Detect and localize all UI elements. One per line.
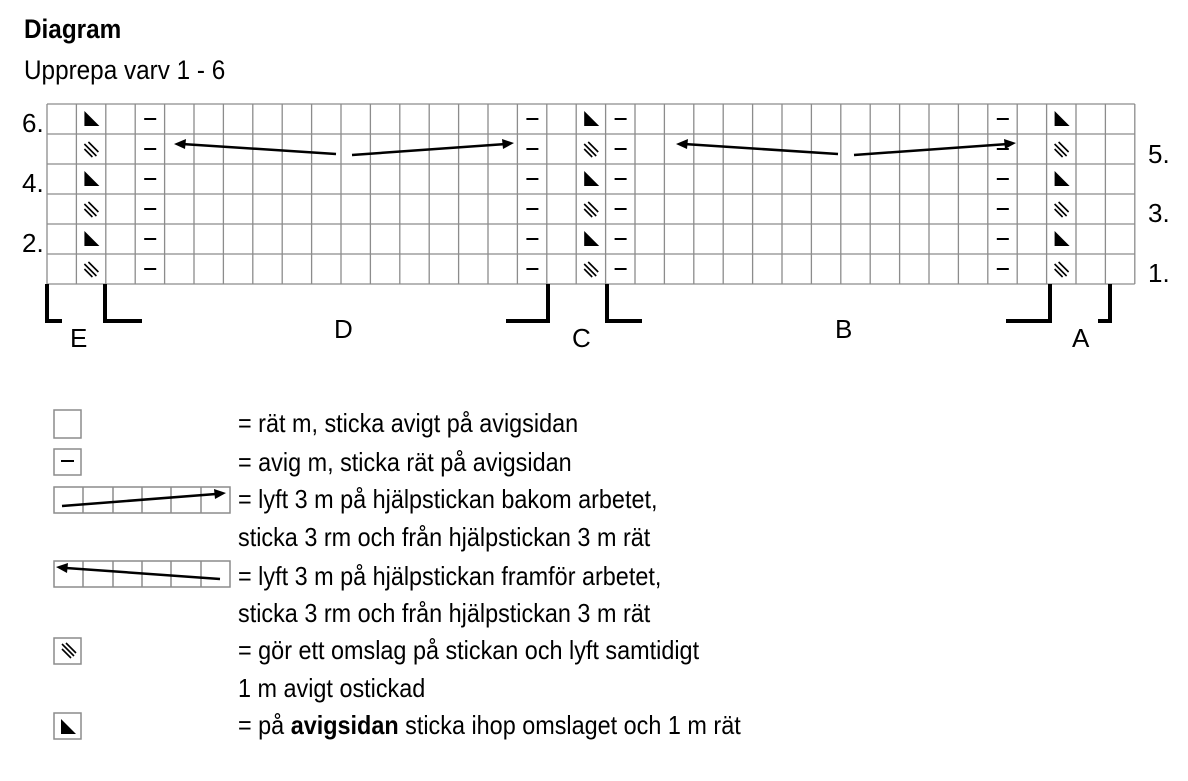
yarn-over-slip [584,142,598,157]
cable-arrow-left-2 [684,144,838,154]
section-label-a: A [1072,323,1090,353]
yarn-over-slip [584,202,598,217]
legend-yarn-over-text-2: 1 m avigt ostickad [238,673,426,703]
legend-decrease-suffix: sticka ihop omslaget och 1 m rät [398,710,741,740]
page-title: Diagram [24,14,122,44]
decrease-triangle [584,231,599,246]
legend-cable-right-text: = lyft 3 m på hjälpstickan bakom arbetet, [238,484,658,514]
legend-decrease-bold: avigsidan [290,710,399,740]
page-subtitle: Upprepa varv 1 - 6 [24,55,226,85]
cable-arrow-left-1 [182,144,336,154]
legend-cable-right-icon [54,487,230,513]
legend-yarn-over-text: = gör ett omslag på stickan och lyft samtidigt [238,635,700,665]
row-label-4: 4. [22,168,44,198]
arrowhead-right-2 [1004,139,1016,149]
yarn-over-slip [1055,262,1069,277]
legend-symbols [54,410,230,739]
yarn-over-slip [1055,142,1069,157]
legend-cable-left-text-2: sticka 3 rm och från hjälpstickan 3 m rät [238,598,651,628]
decrease-triangle [584,171,599,186]
legend-decrease-prefix: = på [238,710,291,740]
legend-yarn-over-slip-icon [54,638,81,664]
row-label-5: 5. [1148,139,1170,169]
bracket-a [1008,286,1110,321]
section-label-e: E [70,323,88,353]
bracket-e [47,286,140,321]
decrease-triangle [1055,171,1070,186]
yarn-over-slip [84,202,98,217]
arrowhead-right-1 [502,139,514,149]
decrease-triangle [84,111,99,126]
cable-arrow-right-2 [854,144,1008,155]
cable-arrows [174,139,1016,155]
yarn-over-slip [84,262,98,277]
legend-knit-text: = rät m, sticka avigt på avigsidan [238,408,579,438]
yarn-over-slip [84,142,98,157]
decrease-triangle [1055,111,1070,126]
decrease-triangle [584,111,599,126]
yarn-over-slip [1055,202,1069,217]
legend-cable-left-icon [54,561,230,587]
chart-grid [47,104,1135,284]
legend-decrease-triangle-icon [54,713,81,739]
section-label-c: C [572,323,591,353]
arrowhead-left-2 [676,139,688,149]
section-brackets [47,286,1110,321]
row-label-2: 2. [22,228,44,258]
row-label-1: 1. [1148,258,1170,288]
legend-purl-text: = avig m, sticka rät på avigsidan [238,447,572,477]
row-label-6: 6. [22,108,44,138]
legend-cable-right-text-2: sticka 3 rm och från hjälpstickan 3 m rät [238,522,651,552]
decrease-triangle [84,171,99,186]
bracket-c [508,286,640,321]
section-label-b: B [835,314,853,344]
decrease-triangle [84,231,99,246]
legend-cable-left-text: = lyft 3 m på hjälpstickan framför arbetet, [238,561,662,591]
legend-decrease-text [238,710,741,741]
legend-purl-square-icon [54,449,81,475]
legend-knit-square-icon [54,410,81,438]
arrowhead-left-1 [174,139,186,149]
row-label-3: 3. [1148,198,1170,228]
yarn-over-slip [584,262,598,277]
section-label-d: D [334,314,353,344]
decrease-triangle [1055,231,1070,246]
